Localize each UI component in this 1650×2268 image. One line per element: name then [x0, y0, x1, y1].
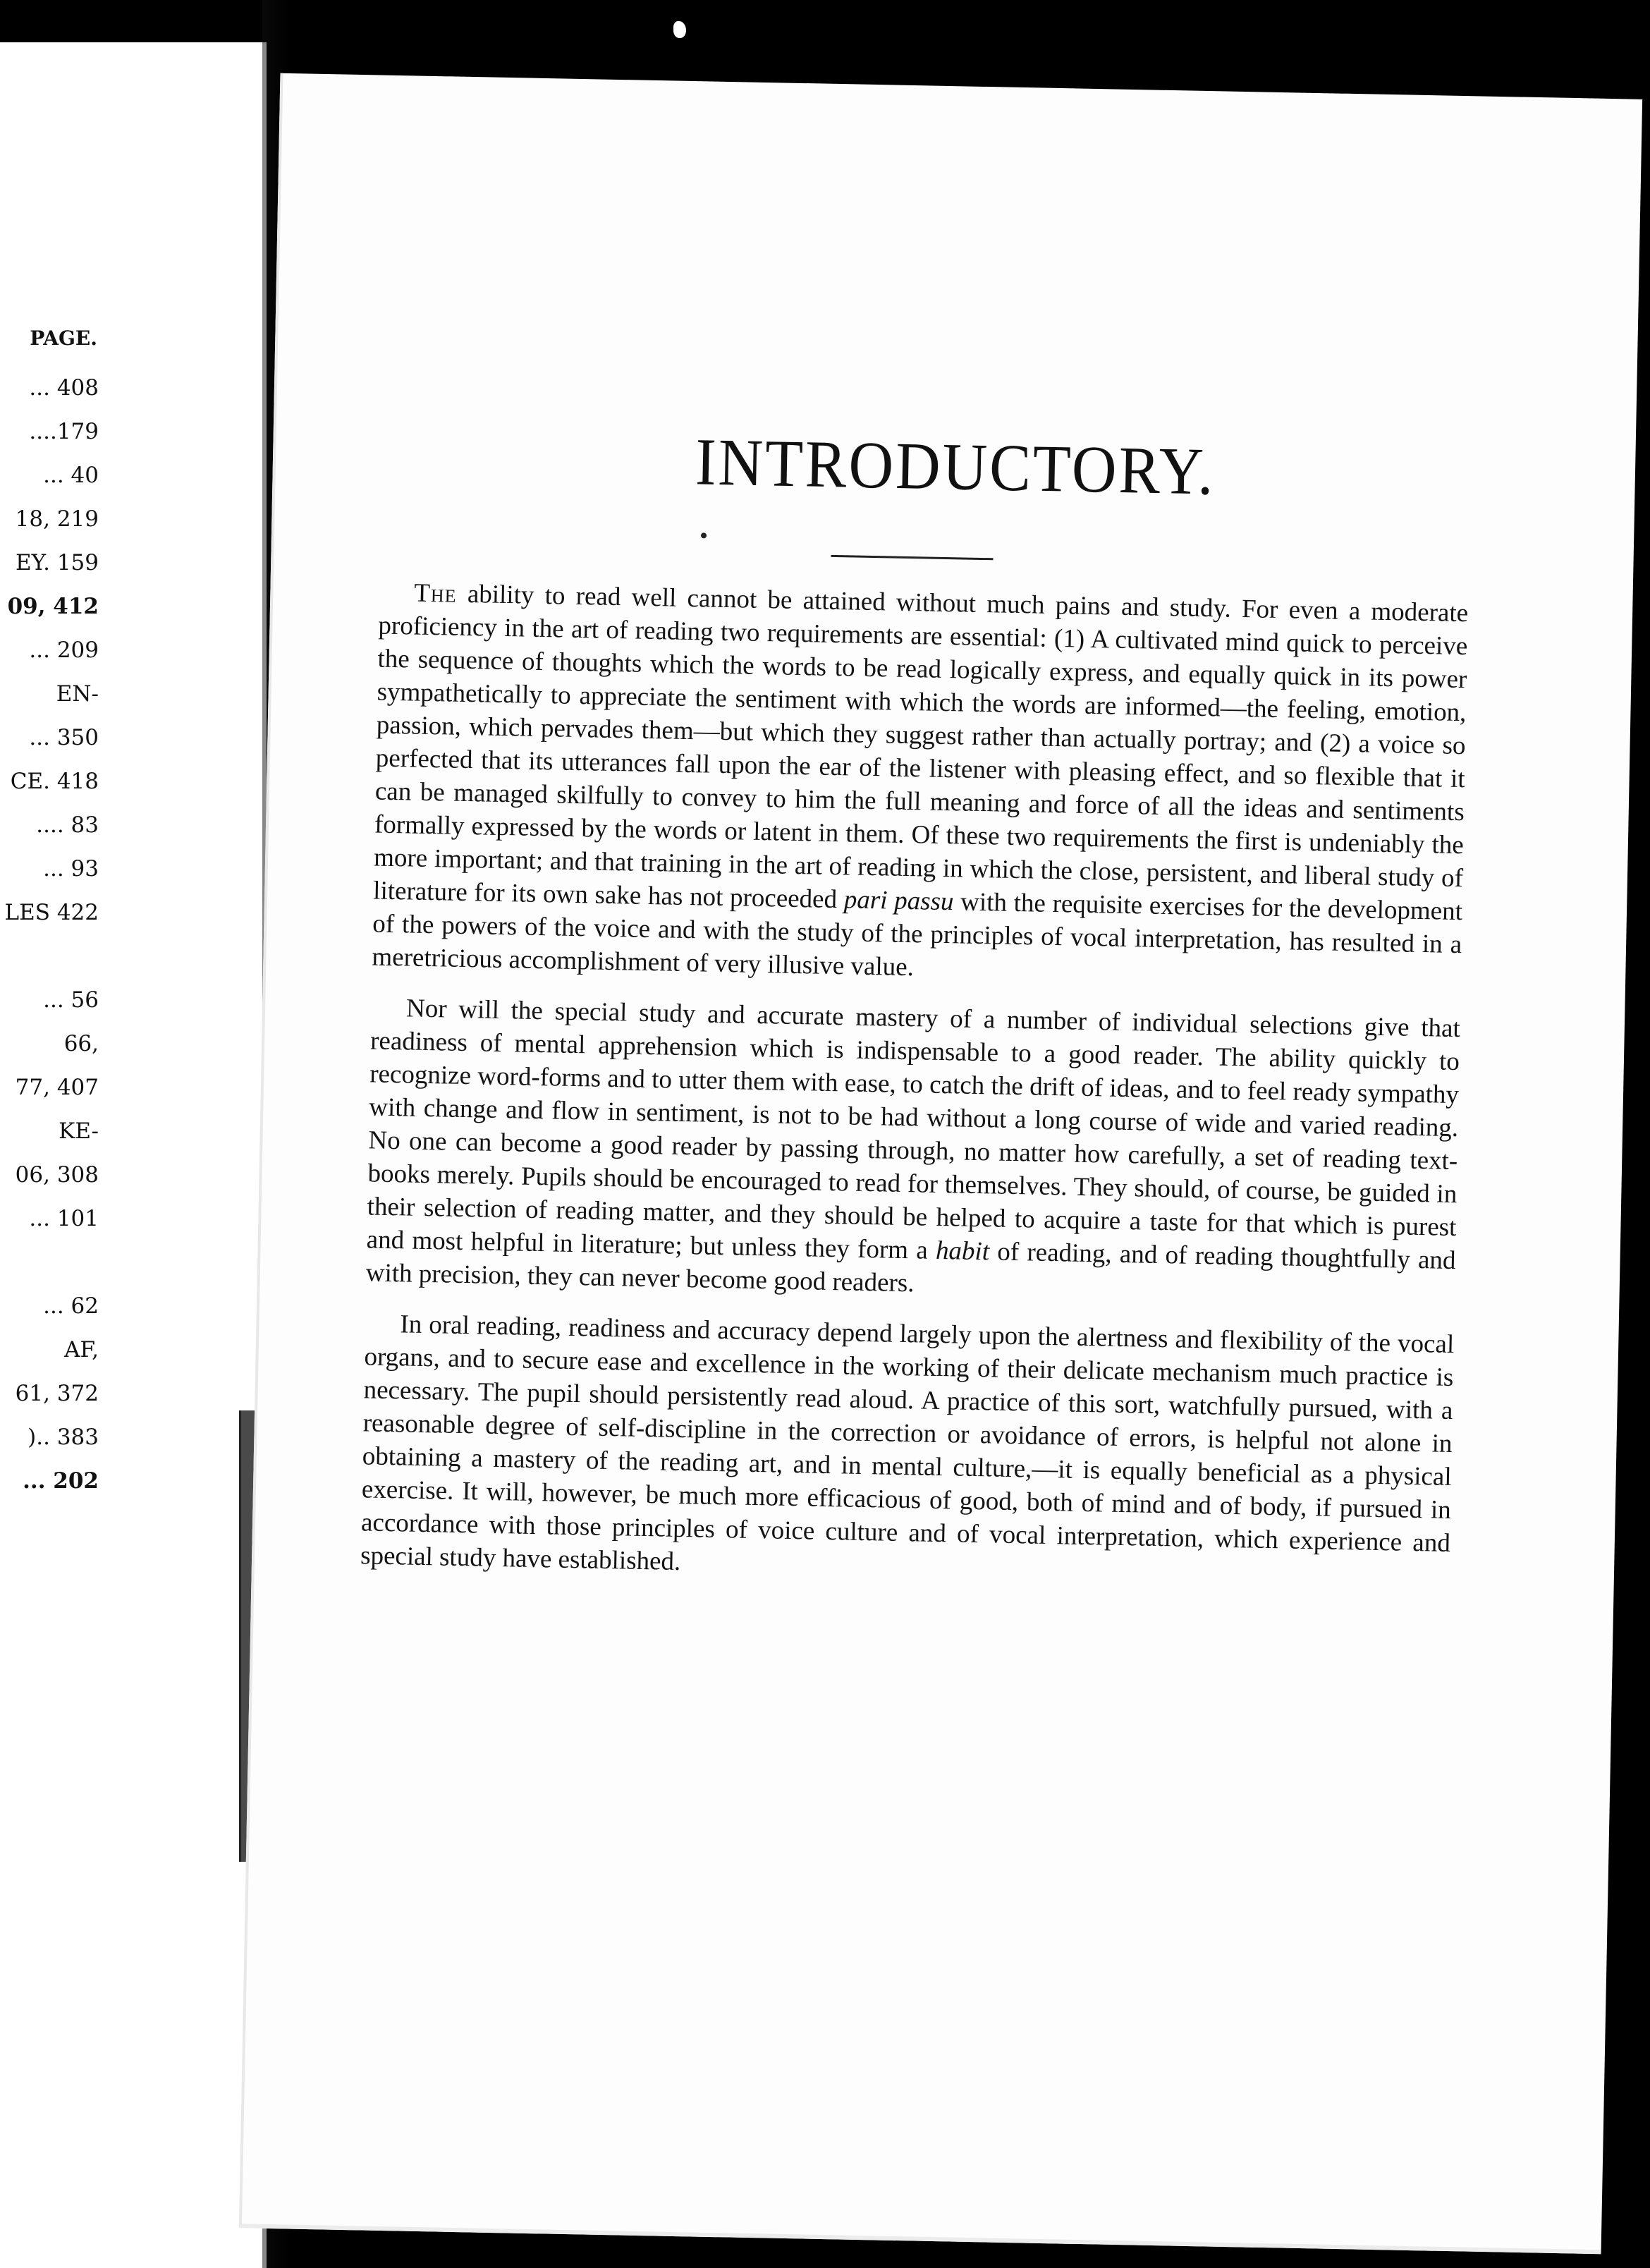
index-entry: 18, 219 — [15, 506, 99, 532]
index-entry: ... 350 — [29, 725, 99, 750]
index-entry — [0, 1241, 99, 1285]
paragraph-1-italic-phrase: pari passu — [843, 885, 954, 917]
paragraph-3 — [360, 1307, 1455, 1593]
index-entry: CE. 418 — [10, 769, 99, 794]
index-entry: ... 209 — [29, 638, 99, 663]
index-entry: ....179 — [29, 419, 99, 444]
left-page-fragment — [0, 42, 267, 2268]
paragraph-1-text-a: ability to read well cannot be attained without much pains and study. For even a moderate proficiency in the art of reading two requirements are essential: (1) A cultivated mind quick to perceive the sequence of thoughts which the words to be read logically express, and equally quick in its power sympathetically to appreciate the sentiment with which the words are informed—the feeling, emotion, passion, which pervades them—but which they suggest rather than actually portray; and (2) a voice so perfected that its utterances fall upon the ear of the listener with pleasing effect, and so flexible that it can be managed skilfully to convey to him the full meaning and force of all the ideas and sentiments formally expressed by the words or latent in them. Of these two requirements the first is undeniably the more important; and that training in the art of reading in which the close, persistent, and liberal study of literature for its own sake has not proceeded — [372, 579, 1469, 915]
scan-speck — [673, 21, 686, 38]
index-entry — [0, 935, 99, 979]
paragraph-1 — [372, 576, 1469, 995]
index-entry: EY. 159 — [16, 550, 99, 575]
title-dot — [701, 532, 707, 538]
index-page-numbers — [0, 310, 99, 1504]
index-entry: ... 101 — [29, 1206, 99, 1231]
index-entry: 66, — [63, 1031, 99, 1056]
index-entry: ... 202 — [23, 1468, 99, 1494]
paragraph-2-text-b: of reading, and of reading thoughtfully and with precision, they can never become good readers. — [365, 1237, 1456, 1298]
paragraph-2 — [365, 991, 1460, 1310]
index-entry: ... 93 — [43, 856, 99, 882]
index-entry: ... 62 — [43, 1293, 99, 1319]
main-page — [239, 73, 1642, 2255]
index-entry: ... 408 — [29, 375, 99, 401]
paragraph-1-text-b: with the requisite exercises for the development of the powers of the voice and with the study of the principles of vocal interpretation, has resulted in a meretricious accomplishment of very illusive value. — [372, 887, 1463, 982]
paragraph-1-lead-word: The — [413, 578, 458, 609]
index-entry: .... 83 — [36, 812, 99, 838]
index-entry: ).. 383 — [28, 1425, 99, 1450]
index-entry: ... 40 — [43, 463, 99, 488]
index-entry: LES 422 — [4, 900, 99, 925]
index-entry: 77, 407 — [15, 1075, 99, 1100]
index-entries-list — [0, 367, 99, 1504]
title-rule — [831, 555, 993, 560]
index-entry: KE- — [59, 1118, 99, 1144]
index-entry: ... 56 — [43, 987, 99, 1013]
index-entry: 61, 372 — [15, 1381, 99, 1406]
index-entry: 06, 308 — [15, 1162, 99, 1188]
paragraph-2-italic-word: habit — [935, 1236, 990, 1267]
index-page-header: PAGE. — [30, 327, 97, 350]
paragraph-2-text-a: Nor will the special study and accurate mastery of a number of individual selections give that readiness of mental apprehension which is indispensable to a good reader. The ability quickly to recognize word-forms and to utter them with ease, to catch the drift of ideas, and to feel ready sympathy with change and flow in sentiment, is not to be had without a long course of wide and varied reading. No one can become a good reader by passing through, no matter how carefully, a set of reading text-books merely. Pupils should be encouraged to read for themselves. They should, of course, be guided in their selection of reading matter, and they should be helped to acquire a taste for that which is purest and most helpful in literature; but unless they form a — [366, 994, 1461, 1265]
index-entry: AF, — [64, 1337, 99, 1362]
body-text — [360, 576, 1468, 1611]
index-entry: 09, 412 — [7, 594, 99, 619]
page-title: INTRODUCTORY. — [695, 425, 1216, 510]
index-entry: EN- — [56, 681, 99, 707]
paragraph-3-text: In oral reading, readiness and accuracy depend largely upon the alertness and flexibility of the vocal organs, and to secure ease and excellence in the working of their delicate mechanism much practice is necessary. The pupil should persistently read aloud. A practice of this sort, watchfully pursued, with a reasonable degree of self-discipline in the correction or avoidance of errors, is helpful not alone in obtaining a mastery of the reading art, and in mental culture,—it is equally beneficial as a physical exercise. It will, however, be much more efficacious of good, both of mind and of body, if pursued in accordance with those principles of voice culture and of vocal interpretation, which experience and special study have established. — [360, 1310, 1455, 1577]
